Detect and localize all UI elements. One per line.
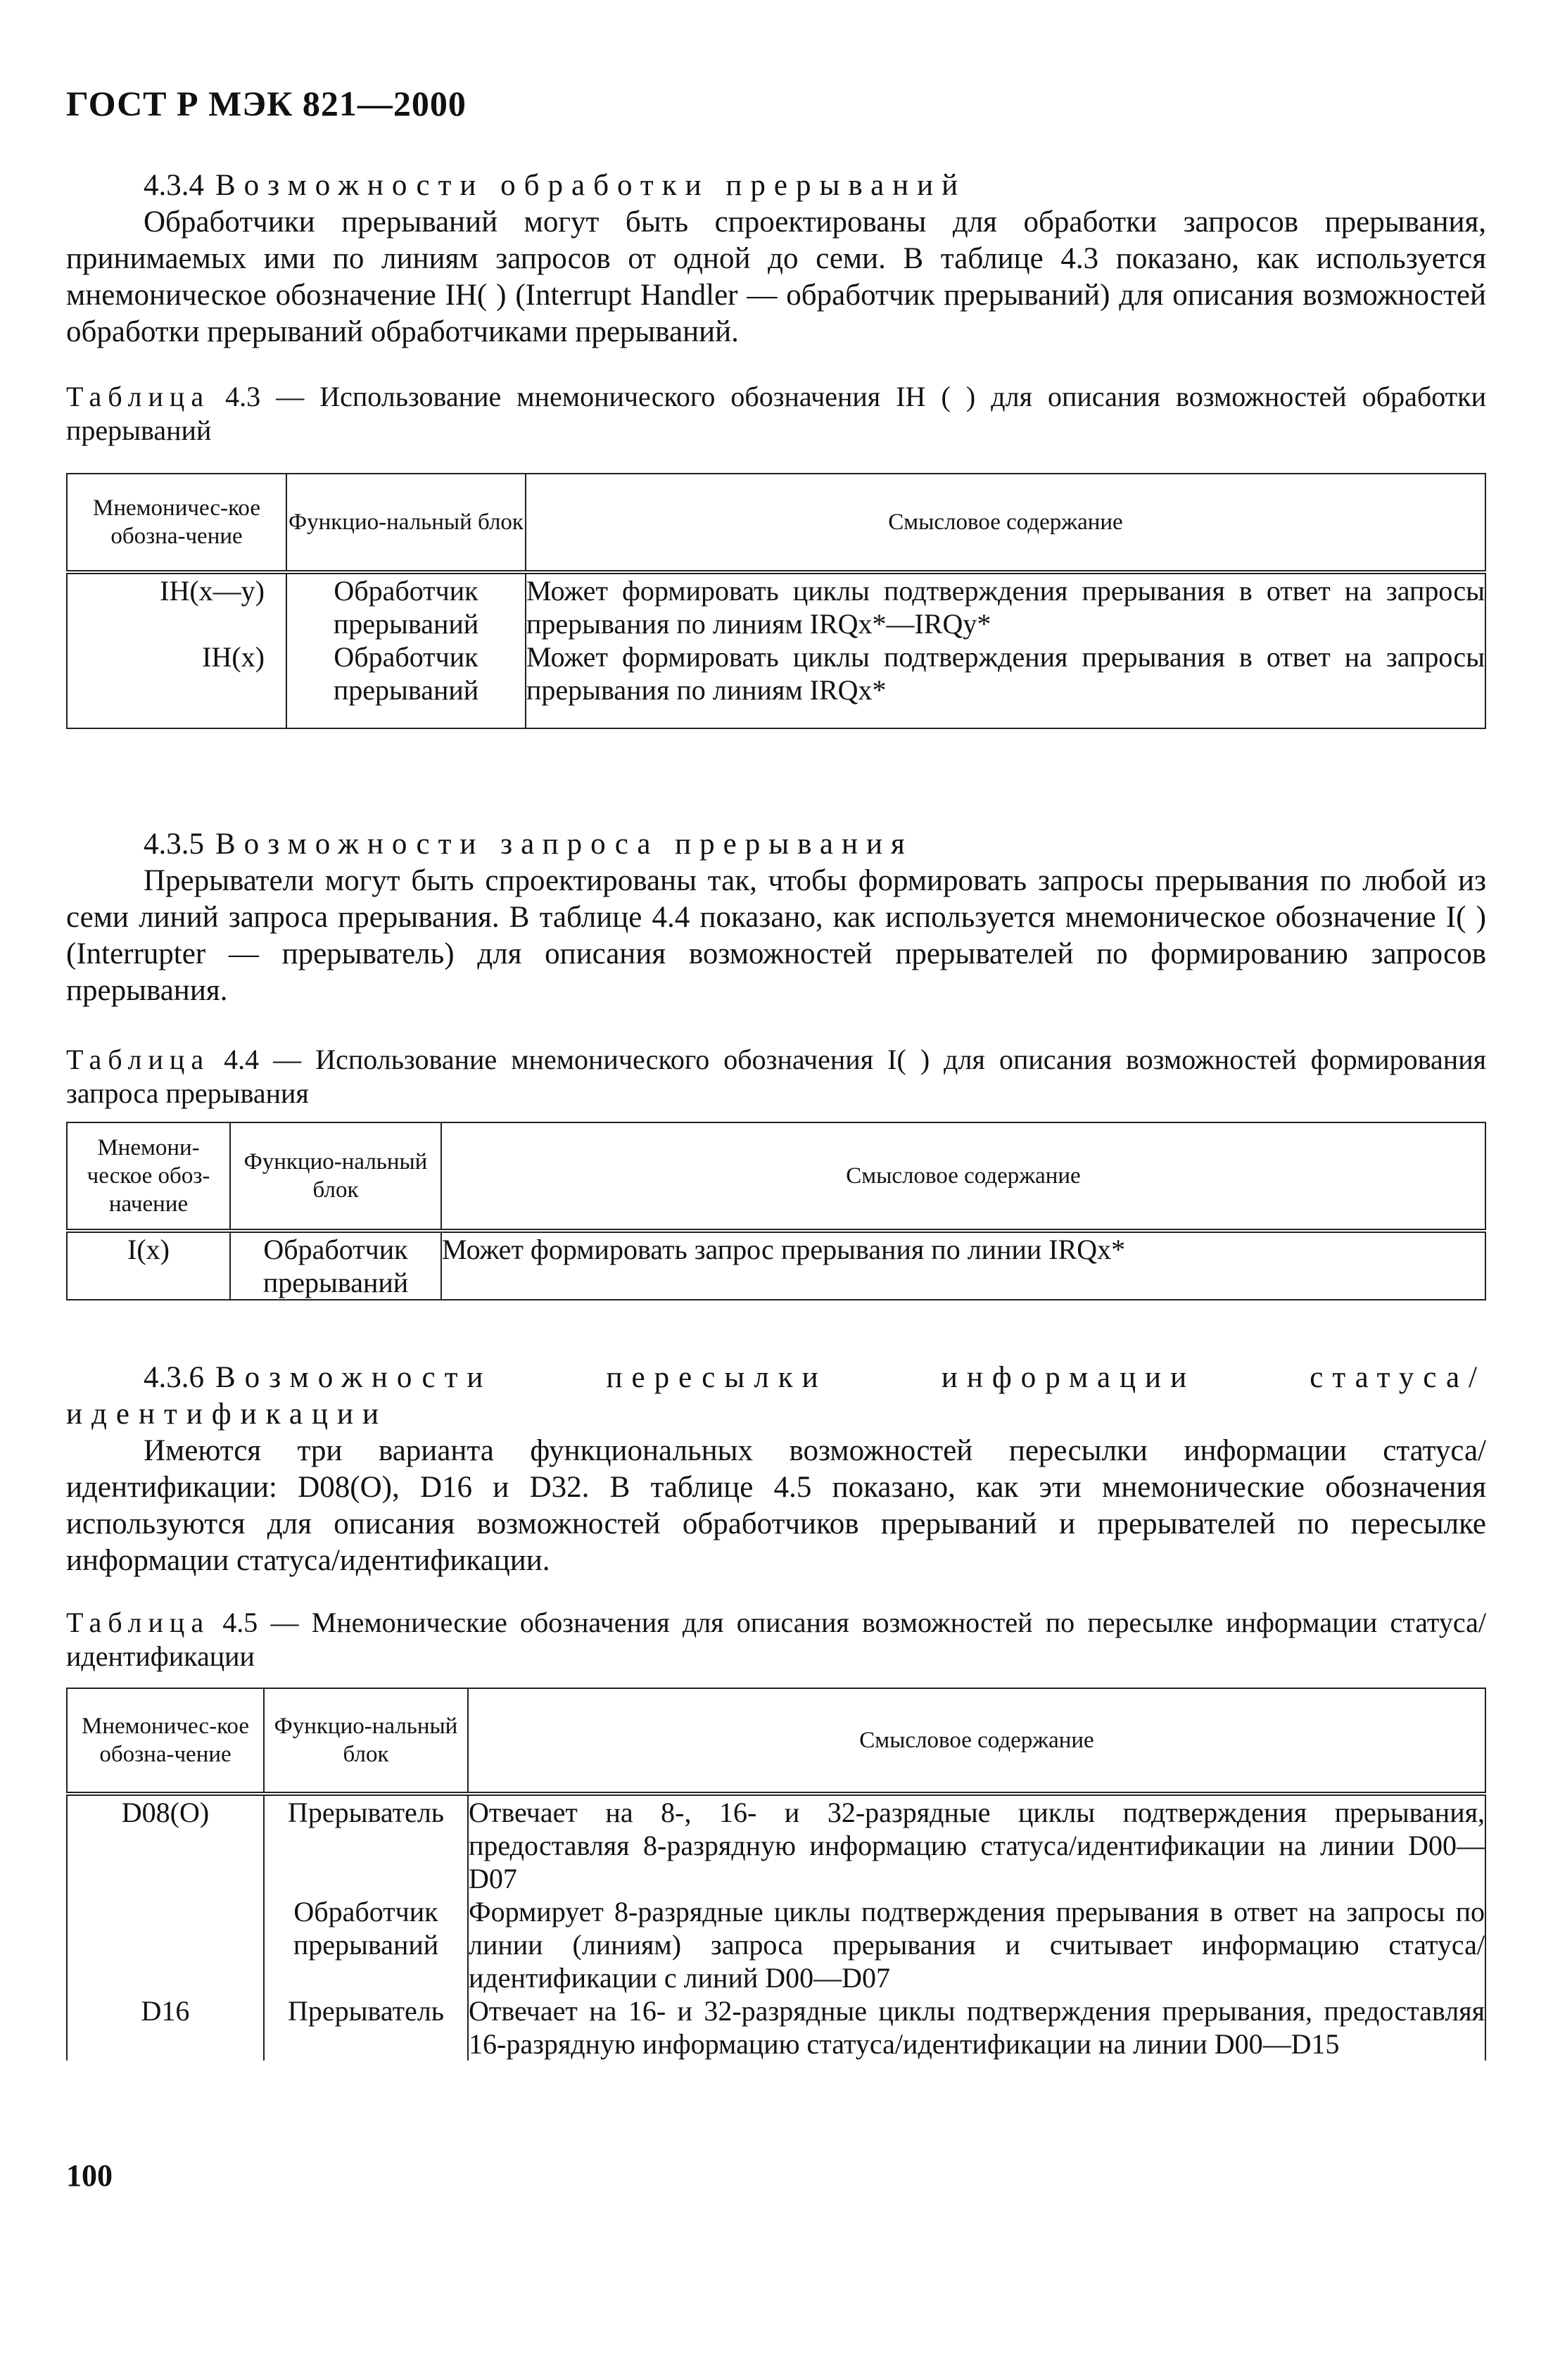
table-caption-text: 4.3 — Использование мнемонического обозначения IH ( ) для описания возможностей обработки прерываний [66,381,1487,446]
section-heading [66,1360,1486,1433]
section-4-3-4 [66,167,1486,350]
cell-block: Обработчик прерываний [264,1895,468,1994]
cell-mnemonic: D08(O) [67,1794,264,1895]
cell-meaning: Отвечает на 8-, 16- и 32-разрядные циклы подтверждения прерывания, предоставляя 8-разрядную информацию статуса/идентификации на линии D00—D07 [468,1794,1485,1895]
cell-block: Обработчик прерываний [230,1231,441,1300]
table-caption-text: 4.4 — Использование мнемонического обозначения I( ) для описания возможностей формирования запроса прерывания [66,1044,1487,1109]
table-4-5 [66,1688,1486,2061]
table-label: Таблица [66,1607,210,1638]
section-number: 4.3.5 [144,828,204,861]
table-row [67,572,1485,640]
table-row [67,1794,1485,1895]
table-4-3 [66,473,1486,729]
section-paragraph: Обработчики прерываний могут быть спроектированы для обработки запросов прерывания, принимаемых ими по линиям запросов от одной до семи. В таблице 4.3 показано, как используется мнемоническое обозначение IH( ) (Interrupt Handler — обработчик прерываний) для описания возможностей обработки прерываний обработчиками прерываний. [66,205,1486,348]
table-label: Таблица [66,1044,210,1075]
cell-meaning: Может формировать запрос прерывания по линии IRQx* [441,1231,1485,1300]
table-caption-text: 4.5 — Мнемонические обозначения для описания возможностей по пересылке информации статуса/идентификации [66,1607,1486,1672]
cell-block: Обработчик прерываний [286,640,526,728]
cell-meaning: Может формировать циклы подтверждения прерывания в ответ на запросы прерывания по линиям IRQx* [526,640,1485,728]
table-row [67,1994,1485,2061]
header-cell-block: Функцио-нальный блок [264,1688,468,1794]
cell-block: Прерыватель [264,1994,468,2061]
cell-mnemonic: IH(x) [67,640,286,728]
table-header-row [67,1688,1485,1794]
section-heading [144,826,1486,863]
cell-meaning: Отвечает на 16- и 32-разрядные циклы подтверждения прерывания, предоставляя 16-разрядную информацию статуса/идентификации на линии D00—D15 [469,1995,1485,2060]
header-cell-meaning: Смысловое содержание [441,1122,1485,1231]
section-number: 4.3.6 [144,1361,204,1394]
header-cell-meaning: Смысловое содержание [468,1688,1485,1794]
table-row [67,1895,1485,1994]
table-4-5-caption [66,1606,1486,1673]
cell-mnemonic [67,1895,264,1994]
document-header: ГОСТ Р МЭК 821—2000 [66,84,467,123]
cell-meaning: Может формировать циклы подтверждения прерывания в ответ на запросы прерывания по линиям IRQx*—IRQy* [526,572,1485,640]
table-row [67,1231,1485,1300]
table-4-3-caption [66,380,1486,448]
cell-meaning: Формирует 8-разрядные циклы подтверждения прерывания в ответ на запросы по линии (линиям) запроса прерывания и считывает информацию статуса/идентификации с линий D00—D07 [469,1896,1485,1994]
section-heading [144,167,1486,204]
header-cell-mnemonic: Мнемони-ческое обоз-начение [67,1122,230,1231]
header-cell-block: Функцио-нальный блок [230,1122,441,1231]
header-cell-meaning: Смысловое содержание [526,474,1485,572]
section-title: Возможности обработки прерываний [215,169,967,202]
table-label: Таблица [66,381,210,412]
section-number: 4.3.4 [144,169,204,202]
section-paragraph: Прерыватели могут быть спроектированы так, чтобы формировать запросы прерывания по любой из семи линий запроса прерывания. В таблице 4.4 показано, как используется мнемоническое обозначение I( ) (Interrupter — прерыватель) для описания возможностей прерывателей по формированию запросов прерывания. [66,864,1486,1007]
table-4-4 [66,1122,1486,1300]
cell-mnemonic: I(x) [67,1231,230,1300]
table-row [67,640,1485,728]
cell-mnemonic: IH(x—y) [67,572,286,640]
section-title: Возможности пересылки информации статуса/идентификации [66,1361,1486,1431]
header-cell-block: Функцио-нальный блок [286,474,526,572]
table-header-row [67,474,1485,572]
cell-mnemonic: D16 [67,1994,264,2061]
section-title: Возможности запроса прерывания [215,828,913,861]
cell-block: Прерыватель [264,1794,468,1895]
header-cell-mnemonic: Мнемоничес-кое обозна-чение [67,1688,264,1794]
cell-block: Обработчик прерываний [286,572,526,640]
section-paragraph: Имеются три варианта функциональных возможностей пересылки информации статуса/идентификации: D08(O), D16 и D32. В таблице 4.5 показано, как эти мнемонические обозначения используются для описания возможностей обработчиков прерываний и прерывателей по пересылке информации статуса/идентификации. [66,1434,1486,1577]
section-4-3-5 [66,826,1486,1009]
page-number: 100 [66,2158,113,2193]
header-cell-mnemonic: Мнемоничес-кое обозна-чение [67,474,286,572]
table-header-row [67,1122,1485,1231]
table-4-4-caption [66,1043,1486,1110]
section-4-3-6 [66,1360,1486,1579]
